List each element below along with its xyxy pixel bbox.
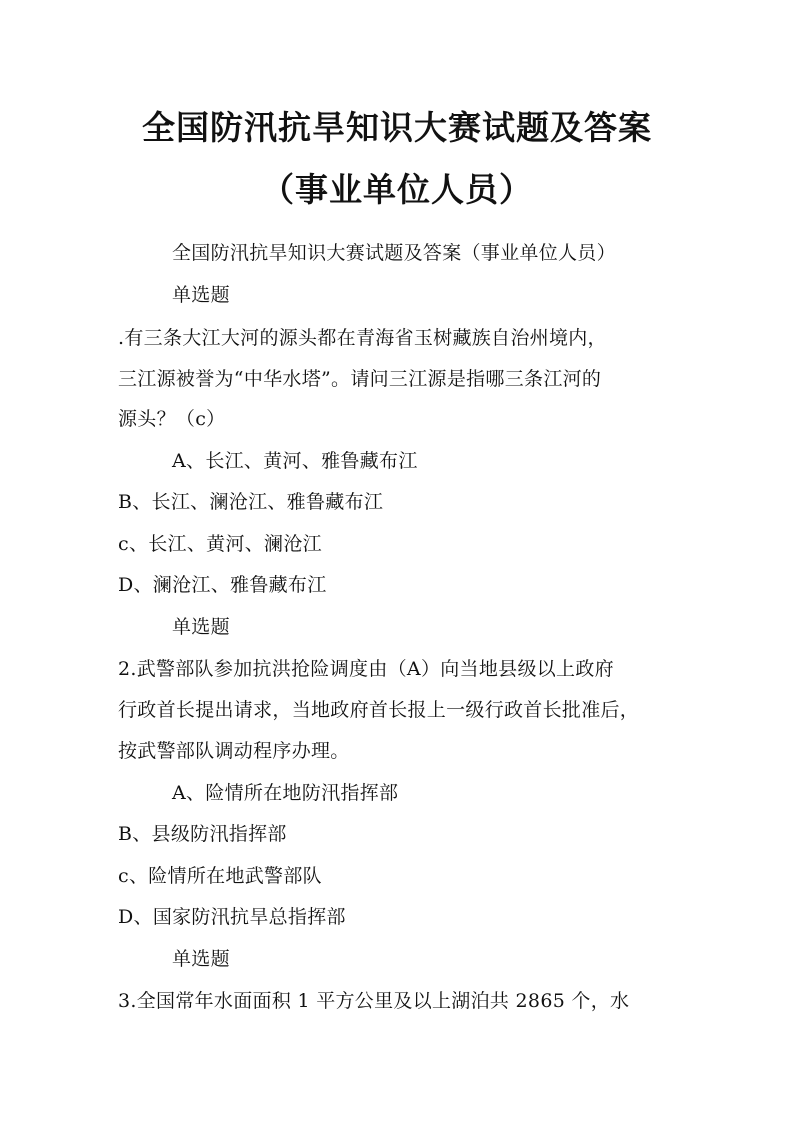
document-subtitle: 全国防汛抗旱知识大赛试题及答案（事业单位人员） — [172, 242, 616, 264]
question-text-line: 3.全国常年水面面积 1 平方公里及以上湖泊共 2865 个，水 — [118, 990, 630, 1012]
document-title-subline: （事业单位人员） — [261, 170, 533, 209]
document-title: 全国防汛抗旱知识大赛试题及答案 — [142, 108, 652, 147]
answer-option: D、澜沧江、雅鲁藏布江 — [118, 574, 327, 596]
question-type-label: 单选题 — [172, 284, 230, 306]
question-type-label: 单选题 — [172, 948, 230, 970]
answer-option: B、县级防汛指挥部 — [118, 823, 287, 845]
question-text-line: 行政首长提出请求，当地政府首长报上一级行政首长批准后， — [118, 699, 640, 721]
answer-option: c、长江、黄河、澜沧江 — [118, 533, 322, 555]
question-text-line: 源头？（c） — [118, 408, 226, 430]
answer-option: B、长江、澜沧江、雅鲁藏布江 — [118, 491, 384, 513]
question-text-line: 2.武警部队参加抗洪抢险调度由（A）向当地县级以上政府 — [118, 658, 614, 680]
answer-option: c、险情所在地武警部队 — [118, 865, 322, 887]
question-type-label: 单选题 — [172, 616, 230, 638]
answer-option: D、国家防汛抗旱总指挥部 — [118, 906, 346, 928]
answer-option: A、长江、黄河、雅鲁藏布江 — [172, 450, 418, 472]
question-text-line: .有三条大江大河的源头都在青海省玉树藏族自治州境内， — [118, 327, 607, 349]
answer-option: A、险情所在地防汛指挥部 — [172, 782, 399, 804]
question-text-line: 三江源被誉为“中华水塔”。请问三江源是指哪三条江河的 — [118, 368, 602, 390]
question-text-line: 按武警部队调动程序办理。 — [118, 740, 350, 762]
